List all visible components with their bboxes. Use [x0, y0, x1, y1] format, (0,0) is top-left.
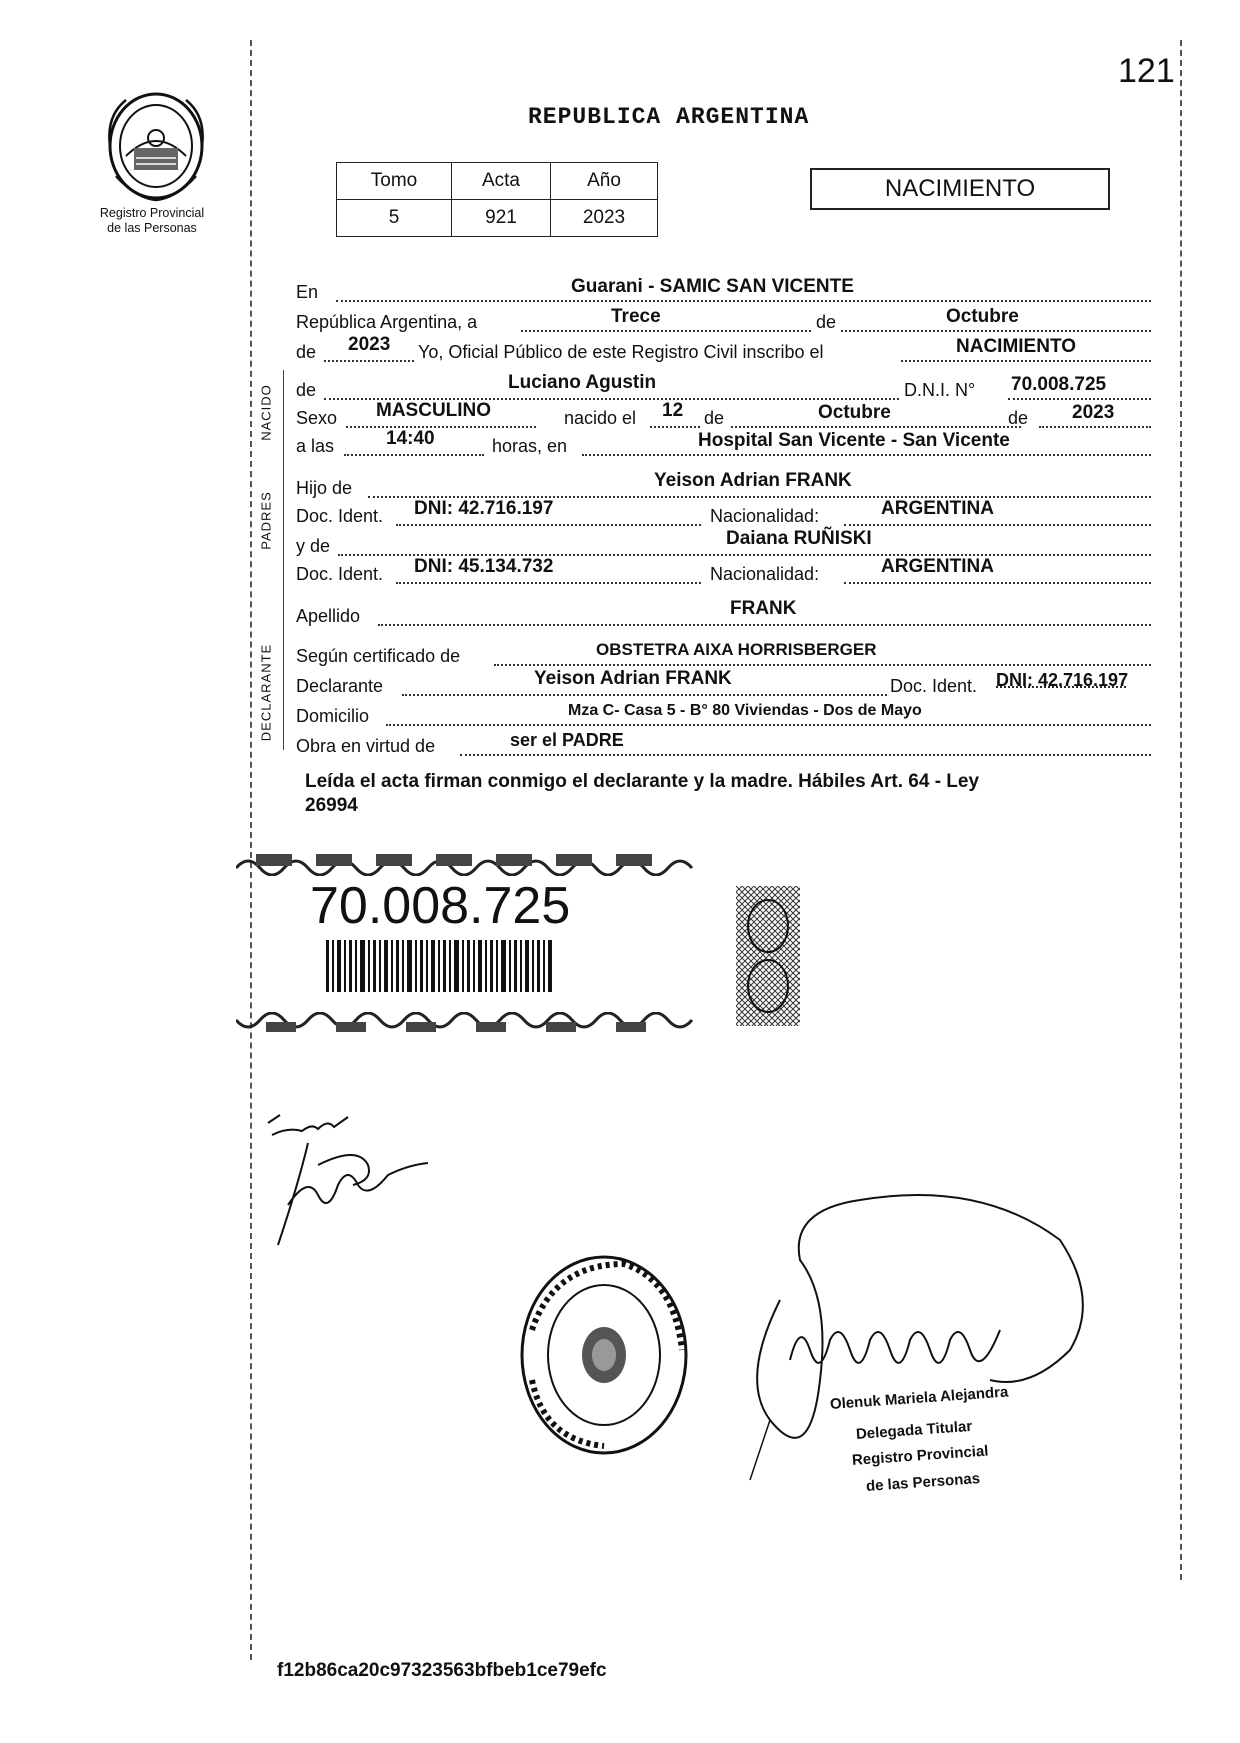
father-name-value: Yeison Adrian FRANK [654, 470, 852, 491]
declarant-doc-value: DNI: 42.716.197 [996, 670, 1129, 690]
row-surname [296, 598, 1156, 630]
row-date [296, 306, 1156, 336]
label-y-de: y de [296, 536, 331, 556]
address-value: Mza C- Casa 5 - B° 80 Viviendas - Dos de Mayo [568, 702, 922, 719]
birth-day-value: 12 [662, 400, 684, 421]
label-doc-father: Doc. Ident. [296, 506, 384, 526]
act-type-value: NACIMIENTO [956, 336, 1076, 357]
official-office1: Registro Provincial [851, 1442, 989, 1469]
label-en: En [296, 282, 319, 302]
row-father-doc [296, 498, 1156, 530]
header-anio: Año [551, 163, 658, 200]
label-republica: República Argentina, a [296, 312, 478, 332]
father-doc-value: DNI: 42.716.197 [414, 498, 554, 519]
declarant-signature [258, 1105, 438, 1255]
label-nacido-el: nacido el [564, 408, 637, 428]
label-de: de [816, 312, 837, 332]
note-line1: Leída el acta firman conmigo el declarante y la madre. Hábiles Art. 64 - Ley [305, 771, 980, 792]
country-title: REPUBLICA ARGENTINA [528, 104, 810, 130]
label-doc-mother: Doc. Ident. [296, 564, 384, 584]
label-nacionalidad-father: Nacionalidad: [710, 506, 820, 526]
act-type-box: NACIMIENTO [810, 168, 1110, 210]
registry-caption-line1: Registro Provincial [99, 206, 205, 220]
dni-security-band-top [236, 850, 706, 876]
registry-caption-line2: de las Personas [107, 221, 197, 235]
security-hologram [736, 886, 800, 1026]
province-seal-logo [96, 86, 216, 206]
label-horas-en: horas, en [492, 436, 568, 456]
row-en [296, 276, 1156, 306]
birth-time-value: 14:40 [386, 428, 435, 449]
row-certificate [296, 640, 1156, 670]
surname-value: FRANK [730, 598, 797, 619]
place-value: Guarani - SAMIC SAN VICENTE [571, 276, 854, 297]
label-a-las: a las [296, 436, 335, 456]
official-title: Delegada Titular [855, 1417, 973, 1443]
row-address [296, 704, 1156, 730]
header-acta: Acta [452, 163, 551, 200]
signature-note [305, 770, 1135, 818]
label-doc-declarant: Doc. Ident. [890, 676, 978, 696]
official-signature [700, 1180, 1100, 1490]
row-mother-doc [296, 556, 1156, 588]
dni-barcode [326, 940, 552, 992]
birth-place-value: Hospital San Vicente - San Vicente [698, 430, 1010, 451]
day-words-value: Trece [611, 306, 661, 327]
page-number: 121 [1118, 52, 1175, 90]
record-table [336, 162, 658, 237]
label-de-child: de [296, 380, 317, 400]
label-hijo-de: Hijo de [296, 478, 353, 498]
label-de-birth-month: de [704, 408, 725, 428]
mother-nationality-value: ARGENTINA [881, 556, 994, 577]
document-hash: f12b86ca20c97323563bfbeb1ce79efc [277, 1660, 607, 1681]
official-office2: de las Personas [865, 1470, 981, 1495]
father-nationality-value: ARGENTINA [881, 498, 994, 519]
side-label-declarante: DECLARANTE [258, 643, 274, 742]
row-time [296, 428, 1156, 460]
label-de-birth-year: de [1008, 408, 1029, 428]
label-obra: Obra en virtud de [296, 736, 436, 756]
official-name: Olenuk Mariela Alejandra [829, 1383, 1009, 1413]
mother-doc-value: DNI: 45.134.732 [414, 556, 554, 577]
birth-year-value: 2023 [1072, 402, 1115, 423]
right-margin-line [1180, 40, 1182, 1580]
certificate-value: OBSTETRA AIXA HORRISBERGER [596, 640, 877, 659]
value-anio: 2023 [551, 200, 658, 237]
year-value: 2023 [348, 334, 391, 355]
side-label-nacido: NACIDO [258, 384, 274, 441]
row-capacity [296, 730, 1156, 760]
label-declarante: Declarante [296, 676, 384, 696]
capacity-value: ser el PADRE [510, 730, 624, 750]
label-nacionalidad-mother: Nacionalidad: [710, 564, 820, 584]
side-label-padres: PADRES [258, 491, 274, 550]
label-de-year: de [296, 342, 317, 362]
note-line2: 26994 [305, 795, 358, 816]
child-name-value: Luciano Agustin [508, 372, 657, 393]
declarant-value: Yeison Adrian FRANK [534, 668, 732, 689]
label-apellido: Apellido [296, 606, 361, 626]
label-domicilio: Domicilio [296, 706, 370, 726]
birth-month-value: Octubre [818, 402, 891, 423]
registry-caption [72, 206, 232, 236]
dni-security-band-bottom [236, 1012, 706, 1036]
value-tomo: 5 [337, 200, 452, 237]
dni-stamp-number: 70.008.725 [310, 877, 571, 935]
value-acta: 921 [452, 200, 551, 237]
form-section-line [283, 370, 284, 750]
row-year [296, 334, 1156, 366]
header-tomo: Tomo [337, 163, 452, 200]
sex-value: MASCULINO [376, 400, 492, 421]
row-declarant [296, 668, 1156, 700]
label-dni: D.N.I. N° [904, 380, 976, 400]
child-dni-value: 70.008.725 [1011, 374, 1107, 395]
label-sexo: Sexo [296, 408, 338, 428]
label-segun: Según certificado de [296, 646, 461, 666]
month-value: Octubre [946, 306, 1019, 327]
official-round-stamp [514, 1250, 694, 1460]
mother-name-value: Daiana RUÑISKI [726, 528, 872, 549]
label-oficial: Yo, Oficial Público de este Registro Civil inscribo el [418, 342, 824, 362]
